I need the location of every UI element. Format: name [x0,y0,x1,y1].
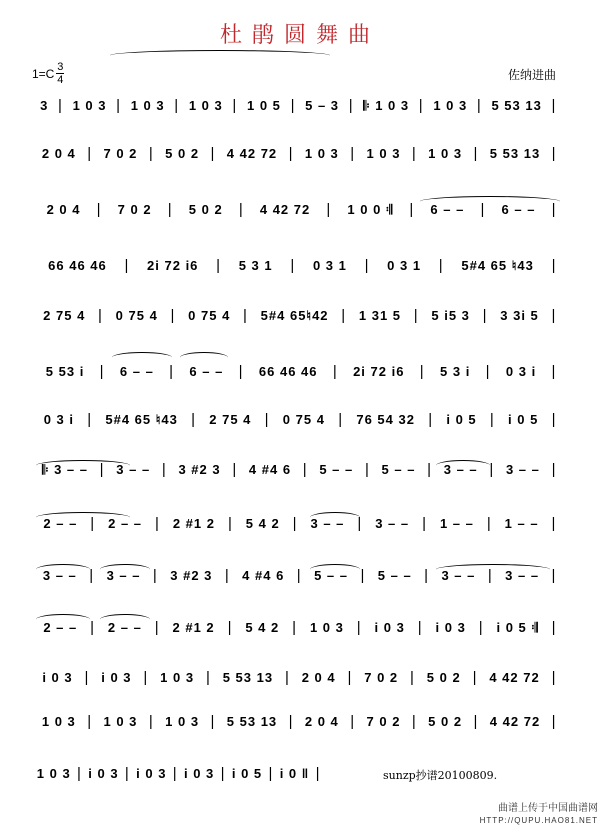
time-bottom: 4 [57,74,64,86]
barline: | [77,765,82,782]
measure: 1 0 3 [428,146,463,161]
score-line [32,97,558,114]
barline: | [268,765,274,782]
measure: 3 [40,98,49,113]
measure: i 0 5 𝄇 [496,619,539,635]
measure: 5 4 2 [245,516,280,531]
measure: 7 0 2 [366,714,401,729]
barline: | [296,567,302,584]
tie-slur [100,564,150,575]
measure: 1 31 5 [358,308,402,323]
barline: | [551,669,557,686]
measure: 3 – – [310,516,345,531]
barline: | [428,411,434,428]
transcriber-credit: sunzp抄谱20100809. [383,769,498,782]
barline: | [419,363,425,380]
measure: 5 0 2 [165,146,200,161]
tie-slur [36,564,90,575]
tie-slur [36,614,90,625]
tie-slur [110,50,330,61]
barline: | [167,201,173,218]
score-line [32,363,558,380]
barline: | [90,619,96,636]
measure: 5 53 13 [489,146,541,161]
barline: | [243,307,248,324]
measure: 66 46 46 [258,364,318,379]
measure: 5 53 13 [491,98,542,113]
barline: | [417,619,423,636]
tie-slur [420,196,560,207]
barline: | [99,363,105,380]
barline: | [124,257,130,274]
barline: | [411,713,417,730]
measure: 1 0 3 [165,714,200,729]
barline: | [148,713,154,730]
measure: i 0 3 [374,620,405,635]
measure: 0 3 i [505,364,537,379]
measure: 2i 72 i6 [147,258,199,273]
score-line [32,713,558,730]
measure: 3 – – [505,568,540,583]
score-line [32,307,558,324]
barline: | [551,145,557,162]
measure: 1 0 3 [160,670,195,685]
tie-slur [310,564,360,575]
barline: | [143,669,149,686]
key-text: 1=C [32,66,55,81]
barline: | [205,669,211,686]
barline: | [315,765,321,782]
measure: 2 0 4 [301,670,336,685]
barline: | [473,145,479,162]
measure: 1 0 3 [188,98,223,113]
measure: 5 3 1 [238,258,273,273]
measure: i 0 3 [183,766,215,781]
measure: i 0 3 [101,670,132,685]
measure: 5 0 2 [188,202,223,217]
barline: | [58,97,63,114]
barline: | [292,515,298,532]
measure: 𝄆 3 – – [42,461,88,477]
barline: | [87,411,93,428]
barline: | [284,669,290,686]
barline: | [489,461,495,478]
barline: | [409,201,415,218]
measure: 6 – – [189,364,224,379]
barline: | [551,97,557,114]
barline: | [238,363,244,380]
measure: 2 – – [108,516,143,531]
measure: 2 75 4 [209,412,252,427]
measure: 0 3 1 [387,258,422,273]
measure: 3 – – [42,568,77,583]
measure: 3 – – [441,568,476,583]
barline: | [482,307,488,324]
measure: 2 #1 2 [172,620,215,635]
measure: 3 #2 3 [178,462,221,477]
barline: | [87,145,93,162]
measure: 5 0 2 [428,714,463,729]
barline: | [227,515,233,532]
measure: 2i 72 i6 [353,364,405,379]
site-watermark [480,803,598,827]
barline: | [551,515,557,532]
barline: | [124,765,130,782]
measure: i 0 3 [42,670,73,685]
measure: 6 – – [119,364,154,379]
measure: 4 42 72 [259,202,311,217]
measure: 7 0 2 [117,202,152,217]
barline: | [232,461,238,478]
measure: 5 – – [377,568,412,583]
tie-slur [36,460,130,471]
measure: i 0 ‖ [279,766,310,781]
measure: 1 0 0 𝄇 [347,201,394,217]
barline: | [338,411,344,428]
barline: | [347,669,353,686]
barline: | [87,713,93,730]
barline: | [472,669,478,686]
barline: | [288,145,294,162]
tie-slur [310,512,360,523]
barline: | [290,97,296,114]
measure: 2 75 4 [43,308,86,323]
barline: | [169,363,175,380]
measure: 4 42 72 [226,146,278,161]
barline: | [326,201,332,218]
measure: 7 0 2 [103,146,138,161]
measure: 5 i5 3 [431,308,470,323]
measure: 6 – – [501,202,536,217]
barline: | [551,619,557,636]
barline: | [480,201,486,218]
watermark-line2: HTTP://QUPU.HAO81.NET [479,816,598,825]
measure: i 0 5 [508,412,539,427]
measure: 5 – – [319,462,354,477]
measure: 5 53 13 [226,714,278,729]
measure: i 0 3 [88,766,119,781]
measure: 1 – – [504,516,539,531]
barline: | [96,201,102,218]
measure: 0 3 i [43,412,74,427]
measure: 4 #4 6 [242,568,285,583]
tie-slur [36,512,130,523]
measure: 6 – – [430,202,465,217]
barline: | [478,619,484,636]
barline: | [486,515,492,532]
barline: | [476,97,482,114]
measure: 1 0 3 [366,146,401,161]
measure: 3 #2 3 [170,568,213,583]
measure: 1 0 3 [304,146,339,161]
measure: i 0 5 [446,412,477,427]
measure: 2 – – [43,620,78,635]
barline: | [154,619,160,636]
measure: 5 4 2 [245,620,280,635]
measure: 2 0 4 [304,714,339,729]
barline: | [356,619,362,636]
barline: | [98,307,103,324]
barline: | [551,461,557,478]
tie-slur [436,460,490,471]
barline: | [551,257,557,274]
measure: 5#4 65♮42 [260,307,329,323]
barline: | [154,515,160,532]
measure: 1 0 5 [246,98,281,113]
barline: | [332,363,338,380]
watermark-line1: 曲谱上传于中国曲谱网 [498,803,598,814]
measure: 3 – – [375,516,410,531]
barline: | [350,713,356,730]
measure: 1 0 3 [72,98,107,113]
barline: | [210,713,216,730]
barline: | [348,97,354,114]
barline: | [413,307,419,324]
barline: | [427,461,433,478]
measure: 1 0 3 [130,98,165,113]
measure: 3 – – [443,462,478,477]
measure: 5 – – [381,462,416,477]
measure: 4 42 72 [489,670,540,685]
measure: 0 75 4 [188,308,231,323]
measure: 1 – – [439,516,474,531]
measure: 3 – – [116,462,151,477]
composer: 佐纳进曲 [507,68,556,82]
barline: | [411,145,417,162]
key-signature [32,62,64,85]
measure: 2 0 4 [46,202,81,217]
score-title: 杜鹃圆舞曲 [219,23,380,48]
score-line [32,257,558,274]
barline: | [551,307,557,324]
barline: | [264,411,270,428]
measure: 1 0 3 [36,766,71,781]
barline: | [357,515,363,532]
tie-slur [436,564,550,575]
barline: | [170,307,176,324]
measure: 2 0 4 [41,146,76,161]
barline: | [485,363,491,380]
measure: 5 – 3 [305,98,340,113]
barline: | [438,257,444,274]
measure: 76 54 32 [356,412,415,427]
barline: | [410,669,415,686]
score-line [32,145,558,162]
measure: 4 42 72 [489,714,541,729]
barline: | [341,307,347,324]
barline: | [224,567,230,584]
measure: 1 0 3 [103,714,138,729]
measure: 5#4 65 ♮43 [461,257,534,273]
barline: | [292,619,298,636]
barline: | [210,145,216,162]
barline: | [360,567,366,584]
barline: | [148,145,154,162]
barline: | [302,461,308,478]
barline: | [424,567,430,584]
barline: | [161,461,167,478]
barline: | [489,411,495,428]
barline: | [232,97,238,114]
barline: | [350,145,356,162]
measure: 3 3i 5 [500,308,539,323]
measure: 5 53 i [45,364,85,379]
measure: 3 – – [505,462,540,477]
measure: i 0 3 [435,620,466,635]
measure: 1 0 3 [41,714,76,729]
barline: | [227,619,233,636]
barline: | [288,713,294,730]
measure: 2 – – [43,516,78,531]
measure: 5 3 i [440,364,471,379]
time-signature [56,62,64,85]
barline: | [364,461,370,478]
measure: 66 46 46 [48,258,107,273]
measure: 5 0 2 [426,670,461,685]
barline: | [473,713,479,730]
measure: i 0 3 [136,766,167,781]
measure: 𝄆 1 0 3 [363,97,410,113]
measure: 1 0 3 [309,620,344,635]
measure: i 0 5 [231,766,263,781]
measure: 5#4 65 ♮43 [105,411,178,427]
barline: | [364,257,370,274]
score-line [32,765,322,782]
tie-slur [100,614,150,625]
measure: 0 3 1 [312,258,347,273]
score-line [32,669,558,686]
measure: 7 0 2 [364,670,399,685]
measure: 0 75 4 [115,308,158,323]
time-top: 3 [57,61,64,73]
barline: | [418,97,424,114]
barline: | [174,97,180,114]
barline: | [216,257,222,274]
score-line [32,411,558,428]
barline: | [290,257,296,274]
measure: 4 #4 6 [248,462,292,477]
barline: | [152,567,158,584]
measure: 5 53 13 [222,670,274,685]
barline: | [89,567,95,584]
barline: | [551,363,557,380]
barline: | [99,461,105,478]
barline: | [84,669,90,686]
measure: 0 75 4 [282,412,325,427]
measure: 2 #1 2 [172,516,215,531]
measure: 5 – – [314,568,349,583]
barline: | [220,765,226,782]
barline: | [487,567,493,584]
tie-slur [112,352,172,363]
barline: | [551,201,557,218]
tie-slur [180,352,228,363]
measure: 2 – – [107,620,142,635]
measure: 1 0 3 [433,98,468,113]
barline: | [551,411,557,428]
barline: | [238,201,244,218]
barline: | [551,567,557,584]
barline: | [422,515,427,532]
measure: 3 – – [106,568,141,583]
barline: | [191,411,197,428]
barline: | [172,765,178,782]
barline: | [116,97,122,114]
barline: | [551,713,557,730]
barline: | [90,515,96,532]
